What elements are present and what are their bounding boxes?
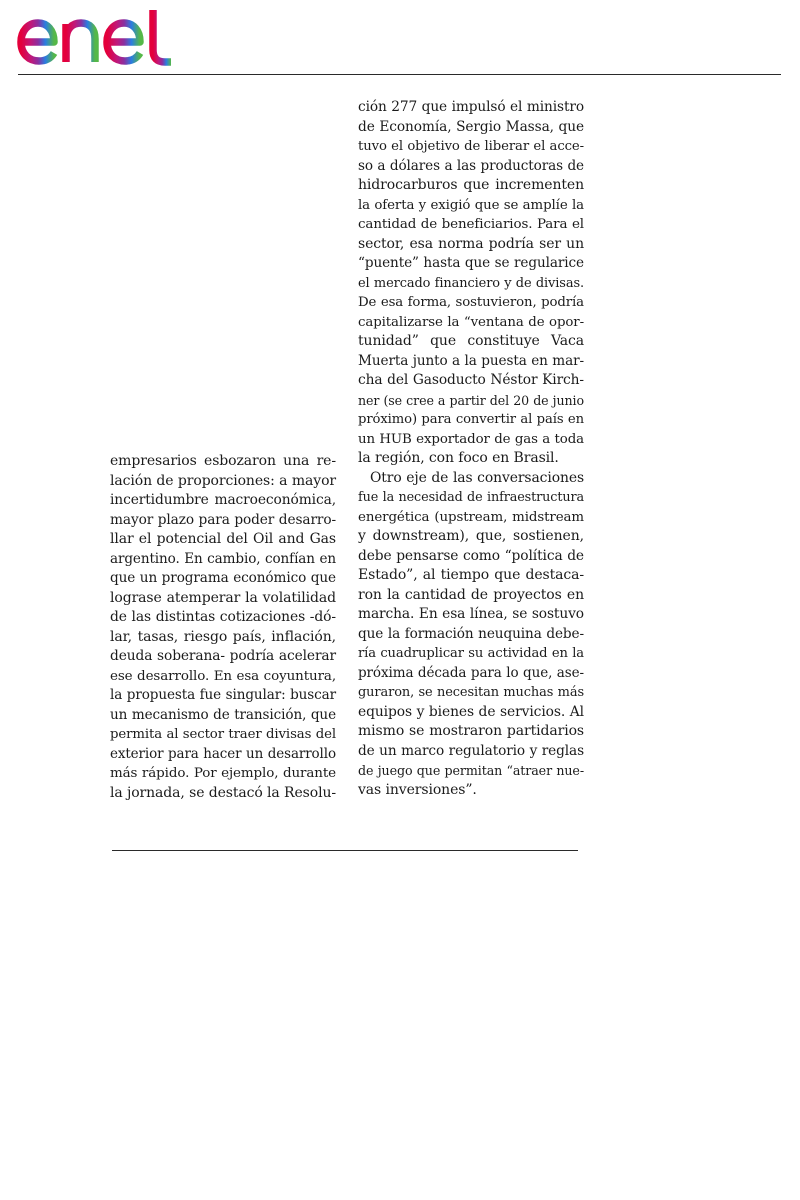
text-line: ría cuadruplicar su actividad en la <box>358 646 584 661</box>
text-line: Estado”, al tiempo que destaca- <box>358 567 584 583</box>
text-line: deuda soberana- podría acelerar <box>110 648 336 664</box>
text-line: cha del Gasoducto Néstor Kirch- <box>358 372 584 388</box>
text-line: so a dólares a las productoras de <box>358 157 584 174</box>
text-line: incertidumbre macroeconómica, <box>110 492 336 508</box>
text-line: guraron, se necesitan muchas más <box>358 685 584 700</box>
text-line: mismo se mostraron partidarios <box>358 723 584 739</box>
text-line: marcha. En esa línea, se sostuvo <box>358 606 584 622</box>
text-line: la propuesta fue singular: buscar <box>110 687 336 703</box>
text-line: que un programa económico que <box>110 570 336 586</box>
text-line: argentino. En cambio, confían en <box>110 550 336 567</box>
text-line: cantidad de beneficiarios. Para el <box>358 217 584 232</box>
text-line: hidrocarburos que incrementen <box>358 177 584 193</box>
text-line: energética (upstream, midstream <box>358 509 584 525</box>
header-divider <box>18 74 781 75</box>
text-line: “puente” hasta que se regularice <box>358 255 584 271</box>
article-end-divider <box>112 850 578 851</box>
text-line: tunidad” que constituye Vaca <box>358 333 584 349</box>
text-line: capitalizarse la “ventana de opor- <box>358 314 584 330</box>
text-line: debe pensarse como “política de <box>358 547 584 564</box>
article-paragraph <box>110 452 336 803</box>
article-paragraph <box>358 98 584 469</box>
text-line: de Economía, Sergio Massa, que <box>358 118 584 135</box>
text-line: sector, esa norma podría ser un <box>358 235 584 252</box>
text-line: De esa forma, sostuvieron, podría <box>358 295 584 310</box>
text-line: vas inversiones”. <box>358 781 477 798</box>
text-line: un mecanismo de transición, que <box>110 706 336 723</box>
text-line: de un marco regulatorio y reglas <box>358 742 584 759</box>
text-line: más rápido. Por ejemplo, durante <box>110 766 336 781</box>
text-line: el mercado financiero y de divisas. <box>358 275 584 291</box>
text-line: llar el potencial del Oil and Gas <box>110 531 336 547</box>
text-line: de las distintas cotizaciones -dó- <box>110 609 336 625</box>
text-line: lación de proporciones: a mayor <box>110 472 336 489</box>
text-line: un HUB exportador de gas a toda <box>358 431 584 447</box>
text-line: la oferta y exigió que se amplíe la <box>358 197 584 213</box>
article-paragraph <box>358 469 584 801</box>
text-line: próxima década para lo que, ase- <box>358 664 584 681</box>
article-column-left <box>110 452 336 803</box>
enel-logo <box>16 4 182 68</box>
text-line: empresarios esbozaron una re- <box>110 453 336 469</box>
text-line: la región, con foco en Brasil. <box>358 450 559 466</box>
text-line: fue la necesidad de infraestructura <box>358 490 584 505</box>
text-line: lar, tasas, riesgo país, inflación, <box>110 628 336 645</box>
text-line: permita al sector traer divisas del <box>110 727 336 742</box>
text-line: mayor plazo para poder desarro- <box>110 511 336 528</box>
text-line: Muerta junto a la puesta en mar- <box>358 352 584 369</box>
text-line: y downstream), que, sostienen, <box>358 528 584 544</box>
article-column-right <box>358 98 584 800</box>
text-line: ner (se cree a partir del 20 de junio <box>358 392 584 408</box>
text-line: equipos y bienes de servicios. Al <box>358 703 584 720</box>
text-line: ron la cantidad de proyectos en <box>358 586 584 603</box>
text-line: ese desarrollo. En esa coyuntura, <box>110 668 336 684</box>
text-line: lograse atemperar la volatilidad <box>110 589 336 606</box>
text-line: la jornada, se destacó la Resolu- <box>110 784 336 801</box>
text-line: Otro eje de las conversaciones <box>370 469 584 486</box>
text-line: próximo) para convertir al país en <box>358 412 584 427</box>
text-line: exterior para hacer un desarrollo <box>110 745 336 762</box>
text-line: ción 277 que impulsó el ministro <box>358 99 584 115</box>
text-line: tuvo el objetivo de liberar el acce- <box>358 139 584 154</box>
text-line: que la formación neuquina debe- <box>358 625 584 642</box>
text-line: de juego que permitan “atraer nue- <box>358 763 584 778</box>
